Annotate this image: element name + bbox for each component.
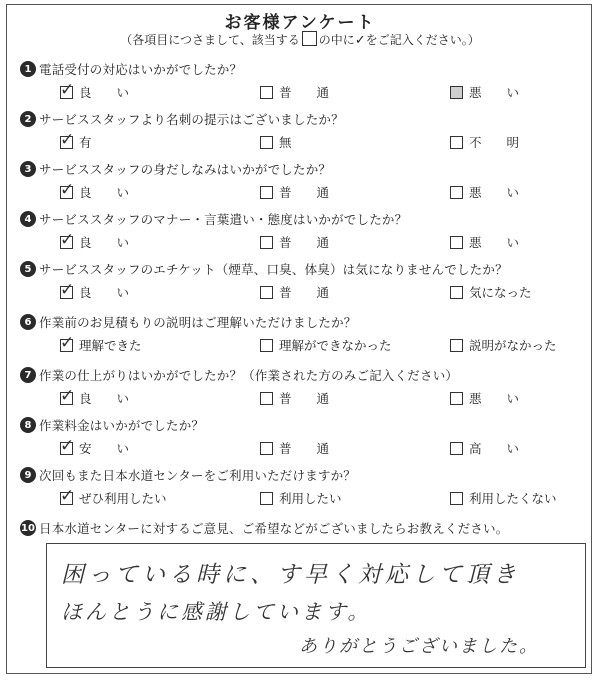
checkbox[interactable] — [450, 186, 463, 199]
option-label: ぜひ利用したい — [79, 491, 167, 506]
answer-option[interactable] — [450, 232, 519, 252]
checkbox-sample-icon — [302, 31, 317, 46]
option-label: 利用したくない — [469, 491, 557, 506]
answer-option[interactable] — [60, 282, 129, 302]
question-number-badge: 3 — [20, 161, 36, 177]
answer-options — [20, 82, 580, 102]
option-label: 良 い — [79, 235, 130, 250]
checkmark-icon: ✓ — [354, 33, 366, 48]
option-label: 安 い — [79, 441, 130, 456]
handwritten-line-2: ほんとうに感謝しています。 — [61, 600, 372, 624]
option-label: 悪 い — [469, 235, 520, 250]
option-label: 普 通 — [279, 441, 330, 456]
answer-option[interactable] — [260, 335, 392, 355]
answer-option[interactable] — [450, 388, 519, 408]
answer-option[interactable] — [260, 182, 329, 202]
form-instruction — [0, 31, 600, 48]
answer-option[interactable] — [260, 488, 342, 508]
option-label: 良 い — [79, 85, 130, 100]
option-label: 有 — [79, 135, 92, 150]
option-label: 気になった — [469, 285, 532, 300]
instruction-text-pre: （各項目につさまして、該当する — [120, 33, 300, 47]
checkbox[interactable] — [450, 339, 463, 352]
checked-checkbox[interactable] — [60, 236, 73, 249]
option-label: 理解ができなかった — [279, 338, 392, 353]
answer-option[interactable] — [450, 182, 519, 202]
answer-option[interactable] — [450, 82, 519, 102]
checkbox[interactable] — [450, 442, 463, 455]
question-1 — [20, 60, 580, 110]
question-5 — [20, 260, 580, 310]
question-number-badge: 8 — [20, 417, 36, 433]
checked-checkbox[interactable] — [60, 136, 73, 149]
question-text: 作業の仕上がりはいかがでしたか？（作業された方のみご記入ください） — [39, 368, 459, 383]
answer-option[interactable] — [60, 438, 129, 458]
question-9 — [20, 466, 580, 516]
checkbox[interactable] — [450, 392, 463, 405]
answer-option[interactable] — [260, 232, 329, 252]
answer-option[interactable] — [450, 132, 519, 152]
form-title: お客様アンケート — [224, 13, 376, 33]
answer-option[interactable] — [60, 132, 92, 152]
option-label: 高 い — [469, 441, 520, 456]
question-text: 作業前のお見積もりの説明はご理解いただけましたか？ — [39, 315, 357, 330]
option-label: 普 通 — [279, 235, 330, 250]
question-text: 次回もまた日本水道センターをご利用いただけますか？ — [39, 468, 357, 483]
option-label: 無 — [279, 135, 292, 150]
answer-option[interactable] — [260, 438, 329, 458]
answer-option[interactable] — [60, 488, 167, 508]
instruction-text-post: をご記入ください。） — [365, 33, 480, 47]
instruction-text-mid: の中に — [318, 33, 355, 47]
checkbox[interactable] — [260, 86, 273, 99]
answer-option[interactable] — [450, 438, 519, 458]
question-number-badge: 1 — [20, 61, 36, 77]
handwritten-line-1: 困っている時に、す早く対応して頂き — [61, 562, 520, 588]
option-label: 悪 い — [469, 85, 520, 100]
question-text: サービススタッフのマナー・言葉遣い・態度はいかがでしたか？ — [39, 212, 408, 227]
option-label: 良 い — [79, 285, 130, 300]
checkbox[interactable] — [260, 136, 273, 149]
answer-option[interactable] — [60, 335, 142, 355]
answer-options — [20, 488, 580, 508]
answer-options — [20, 132, 580, 152]
answer-option[interactable] — [60, 182, 129, 202]
answer-option[interactable] — [450, 488, 557, 508]
option-label: 普 通 — [279, 185, 330, 200]
answer-options — [20, 388, 580, 408]
option-label: 説明がなかった — [469, 338, 557, 353]
question-3 — [20, 160, 580, 210]
question-text: 日本水道センターに対するご意見、ご希望などがございましたらお教えください。 — [39, 521, 509, 536]
option-label: 普 通 — [279, 285, 330, 300]
question-text: 作業料金はいかがでしたか？ — [39, 418, 205, 433]
question-6 — [20, 313, 580, 363]
question-text: サービススタッフより名刺の提示はございましたか？ — [39, 112, 344, 127]
question-number-badge: 10 — [20, 520, 36, 536]
option-label: 悪 い — [469, 391, 520, 406]
checked-checkbox[interactable] — [60, 492, 73, 505]
option-label: 普 通 — [279, 85, 330, 100]
handwritten-line-3: ありがとうございました。 — [299, 636, 539, 657]
checked-checkbox[interactable] — [60, 442, 73, 455]
option-label: 良 い — [79, 391, 130, 406]
answer-option[interactable] — [260, 388, 329, 408]
answer-option[interactable] — [450, 335, 557, 355]
answer-option[interactable] — [60, 232, 129, 252]
checkbox[interactable] — [450, 492, 463, 505]
checked-checkbox[interactable] — [60, 392, 73, 405]
question-number-badge: 9 — [20, 467, 36, 483]
checkbox[interactable] — [450, 136, 463, 149]
comment-box[interactable] — [46, 543, 586, 668]
question-number-badge: 4 — [20, 211, 36, 227]
checked-checkbox[interactable] — [60, 86, 73, 99]
checkbox[interactable] — [260, 339, 273, 352]
option-label: 利用したい — [279, 491, 342, 506]
answer-options — [20, 232, 580, 252]
checked-checkbox[interactable] — [60, 286, 73, 299]
question-number-badge: 2 — [20, 111, 36, 127]
option-label: 良 い — [79, 185, 130, 200]
question-text: サービススタッフの身だしなみはいかがでしたか？ — [39, 162, 332, 177]
checked-checkbox[interactable] — [60, 339, 73, 352]
checkbox[interactable] — [450, 236, 463, 249]
option-label: 普 通 — [279, 391, 330, 406]
answer-option[interactable] — [260, 132, 292, 152]
checked-checkbox[interactable] — [60, 186, 73, 199]
question-text: 電話受付の対応はいかがでしたか？ — [39, 62, 243, 77]
option-label: 悪 い — [469, 185, 520, 200]
checkbox[interactable] — [450, 86, 463, 99]
checkbox[interactable] — [260, 442, 273, 455]
checkbox[interactable] — [260, 392, 273, 405]
checkbox[interactable] — [450, 286, 463, 299]
answer-options — [20, 335, 580, 355]
answer-option[interactable] — [60, 388, 129, 408]
question-7 — [20, 366, 580, 416]
option-label: 理解できた — [79, 338, 142, 353]
answer-option[interactable] — [260, 82, 329, 102]
checkbox[interactable] — [260, 286, 273, 299]
answer-option[interactable] — [60, 82, 129, 102]
answer-option[interactable] — [450, 282, 532, 302]
answer-options — [20, 438, 580, 458]
question-number-badge: 5 — [20, 261, 36, 277]
question-number-badge: 6 — [20, 314, 36, 330]
question-number-badge: 7 — [20, 367, 36, 383]
question-text: サービススタッフのエチケット（煙草、口臭、体臭）は気になりませんでしたか？ — [39, 262, 508, 277]
question-2 — [20, 110, 580, 160]
checkbox[interactable] — [260, 492, 273, 505]
checkbox[interactable] — [260, 236, 273, 249]
answer-option[interactable] — [260, 282, 329, 302]
question-4 — [20, 210, 580, 260]
answer-options — [20, 282, 580, 302]
answer-options — [20, 182, 580, 202]
checkbox[interactable] — [260, 186, 273, 199]
question-8 — [20, 416, 580, 466]
option-label: 不 明 — [469, 135, 520, 150]
